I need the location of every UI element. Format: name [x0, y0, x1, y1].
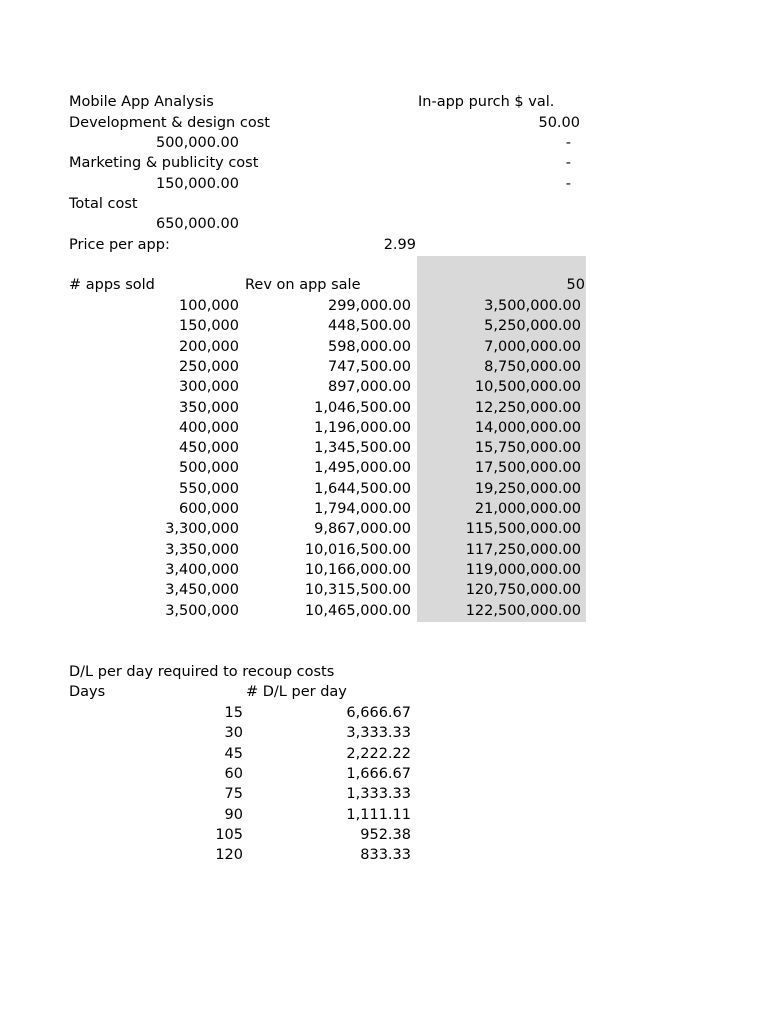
- apps-sold-cell: 3,350,000: [165, 541, 239, 558]
- revenue-cell: 10,166,000.00: [304, 561, 411, 578]
- apps-sold-cell: 400,000: [179, 419, 239, 436]
- revenue-cell: 1,345,500.00: [314, 440, 411, 457]
- inapp-revenue-cell: 120,750,000.00: [465, 582, 581, 599]
- inapp-revenue-cell: 5,250,000.00: [484, 318, 581, 335]
- table-row: [0, 479, 768, 499]
- inapp-revenue-cell: 119,000,000.00: [465, 561, 581, 578]
- table-row: [0, 805, 768, 825]
- table-row: [0, 499, 768, 519]
- table-row: [0, 560, 768, 580]
- inapp-multiplier-header: 50: [566, 277, 585, 293]
- apps-sold-cell: 100,000: [179, 298, 239, 314]
- dl-per-day-cell: 1,111.11: [346, 806, 411, 823]
- apps-sold-cell: 450,000: [179, 440, 239, 457]
- table-row: [0, 784, 768, 804]
- revenue-cell: 1,794,000.00: [314, 501, 411, 517]
- dl-per-day-cell: 1,666.67: [346, 765, 411, 782]
- recoup-title: D/L per day required to recoup costs: [69, 664, 335, 680]
- marketing-cost-label: Marketing & publicity cost: [69, 155, 259, 171]
- inapp-revenue-cell: 21,000,000.00: [474, 501, 581, 517]
- apps-sold-cell: 3,400,000: [165, 561, 239, 578]
- table-row: [0, 845, 768, 865]
- table-row: [0, 825, 768, 845]
- apps-sold-cell: 300,000: [179, 379, 239, 396]
- revenue-cell: 9,867,000.00: [314, 521, 411, 538]
- table-row: [0, 337, 768, 357]
- table-row: [0, 744, 768, 764]
- table-row: [0, 296, 768, 316]
- dl-per-day-cell: 6,666.67: [346, 705, 411, 721]
- dl-per-day-cell: 833.33: [360, 847, 411, 864]
- inapp-revenue-cell: 117,250,000.00: [465, 541, 581, 558]
- inapp-revenue-cell: 122,500,000.00: [465, 602, 581, 619]
- revenue-cell: 897,000.00: [327, 379, 411, 396]
- table-row: [0, 580, 768, 600]
- table-row: [0, 458, 768, 478]
- dash-cell-2: -: [565, 155, 571, 171]
- revenue-cell: 299,000.00: [327, 298, 411, 314]
- dash-cell-3: -: [565, 176, 571, 192]
- table-row: [0, 357, 768, 377]
- sheet-title: Mobile App Analysis: [69, 94, 214, 110]
- marketing-cost-value: 150,000.00: [155, 176, 239, 192]
- revenue-cell: 747,500.00: [327, 358, 411, 375]
- table-row: [0, 601, 768, 621]
- revenue-cell: 598,000.00: [327, 338, 411, 355]
- days-cell: 60: [224, 765, 243, 782]
- revenue-cell: 1,644,500.00: [314, 480, 411, 497]
- inapp-revenue-cell: 3,500,000.00: [484, 298, 581, 314]
- table-row: [0, 438, 768, 458]
- days-cell: 105: [215, 826, 243, 843]
- table-row: [0, 519, 768, 539]
- table-row: [0, 723, 768, 743]
- revenue-header: Rev on app sale: [245, 277, 361, 293]
- dash-cell-1: -: [565, 135, 571, 151]
- apps-sold-cell: 350,000: [179, 399, 239, 416]
- revenue-cell: 10,016,500.00: [304, 541, 411, 558]
- total-cost-label: Total cost: [69, 196, 138, 212]
- days-cell: 30: [224, 725, 243, 742]
- dev-cost-value: 500,000.00: [155, 135, 239, 151]
- apps-sold-header: # apps sold: [69, 277, 155, 293]
- table-row: [0, 418, 768, 438]
- dl-per-day-cell: 1,333.33: [346, 786, 411, 803]
- inapp-revenue-cell: 115,500,000.00: [465, 521, 581, 538]
- inapp-revenue-cell: 15,750,000.00: [474, 440, 581, 457]
- days-header: Days: [69, 684, 106, 700]
- inapp-revenue-cell: 10,500,000.00: [474, 379, 581, 396]
- inapp-revenue-cell: 17,500,000.00: [474, 460, 581, 477]
- days-cell: 45: [224, 745, 243, 762]
- apps-sold-cell: 500,000: [179, 460, 239, 477]
- table-row: [0, 764, 768, 784]
- apps-sold-cell: 150,000: [179, 318, 239, 335]
- dev-cost-label: Development & design cost: [69, 115, 270, 131]
- price-per-app-label: Price per app:: [69, 237, 170, 253]
- revenue-cell: 10,315,500.00: [304, 582, 411, 599]
- dl-per-day-header: # D/L per day: [246, 684, 347, 700]
- inapp-revenue-cell: 19,250,000.00: [474, 480, 581, 497]
- dl-per-day-cell: 2,222.22: [346, 745, 411, 762]
- inapp-revenue-cell: 14,000,000.00: [474, 419, 581, 436]
- apps-sold-cell: 3,500,000: [165, 602, 239, 619]
- revenue-cell: 10,465,000.00: [304, 602, 411, 619]
- revenue-cell: 1,495,000.00: [314, 460, 411, 477]
- days-cell: 15: [224, 705, 243, 721]
- days-cell: 75: [224, 786, 243, 803]
- inapp-revenue-cell: 7,000,000.00: [484, 338, 581, 355]
- total-cost-value: 650,000.00: [155, 216, 239, 232]
- dl-per-day-cell: 3,333.33: [346, 725, 411, 742]
- apps-sold-cell: 250,000: [179, 358, 239, 375]
- table-row: [0, 703, 768, 723]
- inapp-revenue-cell: 8,750,000.00: [484, 358, 581, 375]
- table-row: [0, 377, 768, 397]
- inapp-purchase-value: 50.00: [538, 115, 580, 131]
- apps-sold-cell: 3,300,000: [165, 521, 239, 538]
- apps-sold-cell: 550,000: [179, 480, 239, 497]
- revenue-cell: 1,196,000.00: [314, 419, 411, 436]
- apps-sold-cell: 600,000: [179, 501, 239, 517]
- table-row: [0, 316, 768, 336]
- apps-sold-cell: 3,450,000: [165, 582, 239, 599]
- revenue-cell: 448,500.00: [327, 318, 411, 335]
- price-per-app-value: 2.99: [383, 237, 416, 253]
- days-cell: 90: [224, 806, 243, 823]
- revenue-cell: 1,046,500.00: [314, 399, 411, 416]
- table-row: [0, 540, 768, 560]
- table-row: [0, 398, 768, 418]
- apps-sold-cell: 200,000: [179, 338, 239, 355]
- days-cell: 120: [215, 847, 243, 864]
- inapp-purchase-label: In-app purch $ val.: [418, 94, 555, 110]
- inapp-revenue-cell: 12,250,000.00: [474, 399, 581, 416]
- dl-per-day-cell: 952.38: [360, 826, 411, 843]
